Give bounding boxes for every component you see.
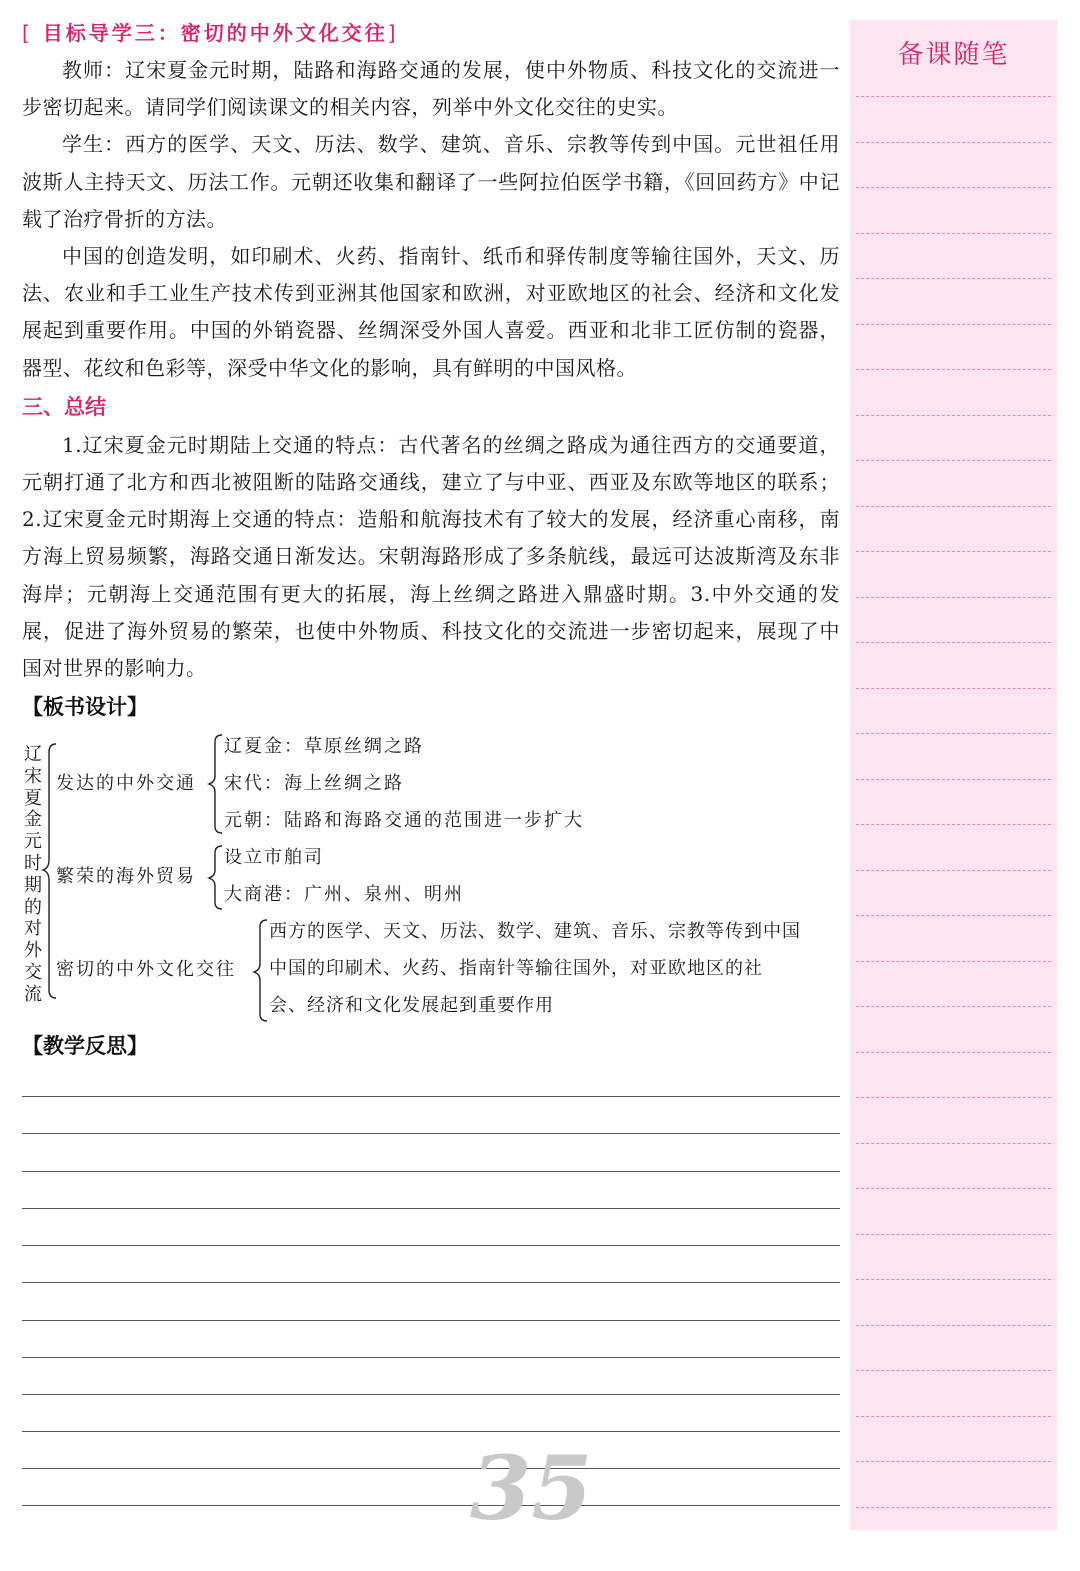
- side-note-line: [856, 324, 1051, 325]
- side-note-line: [856, 551, 1051, 552]
- paragraph-student: 学生：西方的医学、天文、历法、数学、建筑、音乐、宗教等传到中国。元世祖任用波斯人主持天文、历法工作。元朝还收集和翻译了一些阿拉伯医学书籍，《回回药方》中记载了治疗骨折的方法。: [22, 132, 840, 231]
- writing-line: [22, 1208, 840, 1209]
- side-note-line: [856, 1370, 1051, 1371]
- b1-item-2: 宋代：海上丝绸之路: [224, 773, 404, 794]
- branch2-brace: [209, 846, 222, 909]
- b1-item-3: 元朝：陆路和海路交通的范围进一步扩大: [224, 810, 584, 831]
- b1-item-1: 辽夏金：草原丝绸之路: [224, 736, 424, 757]
- summary-heading: 三、总结: [22, 394, 106, 419]
- side-note-line: [856, 96, 1051, 97]
- side-note-line: [856, 1234, 1051, 1235]
- board-design-diagram: [22, 732, 840, 1024]
- writing-line: [22, 1394, 840, 1395]
- branch1-brace: [209, 735, 222, 833]
- side-note-line: [856, 961, 1051, 962]
- side-note-line: [856, 597, 1051, 598]
- writing-line: [22, 1320, 840, 1321]
- writing-line: [22, 1096, 840, 1097]
- board-heading: 【板书设计】: [22, 695, 148, 720]
- side-note-line: [856, 506, 1051, 507]
- side-note-line: [856, 1461, 1051, 1462]
- summary-paragraph: 1.辽宋夏金元时期陆上交通的特点：古代著名的丝绸之路成为通往西方的交通要道，元朝打通了北方和西北被阻断的陆路交通线，建立了与中亚、西亚及东欧等地区的联系；2.辽宋夏金元时期海上交通的特点：造船和航海技术有了较大的发展，经济重心南移，南方海上贸易频繁，海路交通日渐发达。宋朝海路形成了多条航线，最远可达波斯湾及东非海岸；元朝海上交通范围有更大的拓展，海上丝绸之路进入鼎盛时期。3.中外交通的发展，促进了海外贸易的繁荣，也使中外物质、科技文化的交流进一步密切起来，展现了中国对世界的影响力。: [22, 432, 840, 681]
- writing-line: [22, 1357, 840, 1358]
- side-note-line: [856, 824, 1051, 825]
- target-title-text: 目标导学三：密切的中外文化交往: [42, 21, 388, 45]
- side-note-line: [856, 1325, 1051, 1326]
- b2-item-1: 设立市舶司: [224, 847, 324, 868]
- side-note-line: [856, 460, 1051, 461]
- board-root-title: 辽宋夏金元时期的对外交流: [24, 744, 42, 1005]
- side-notes-title: 备课随笔: [897, 40, 1010, 70]
- page-number: 35: [470, 1436, 593, 1540]
- side-note-line: [856, 1188, 1051, 1189]
- writing-line: [22, 1171, 840, 1172]
- writing-line: [22, 1505, 840, 1506]
- section-target-title: [ 目标导学三：密切的中外文化交往]: [22, 21, 399, 45]
- side-note-line: [856, 1507, 1051, 1508]
- side-note-line: [856, 278, 1051, 279]
- main-content: [22, 14, 840, 727]
- side-note-line: [856, 1279, 1051, 1280]
- branch1-label: 发达的中外交通: [56, 773, 196, 794]
- writing-line: [22, 1282, 840, 1283]
- side-note-line: [856, 779, 1051, 780]
- root-brace: [43, 744, 56, 998]
- side-note-line: [856, 1416, 1051, 1417]
- side-note-line: [856, 1006, 1051, 1007]
- b3-item-2: 中国的印刷术、火药、指南针等输往国外，对亚欧地区的社: [269, 958, 763, 979]
- side-note-line: [856, 688, 1051, 689]
- writing-line: [22, 1468, 840, 1469]
- writing-line: [22, 1245, 840, 1246]
- side-note-line: [856, 1143, 1051, 1144]
- side-notes-panel: [850, 20, 1057, 1530]
- branch3-brace: [254, 920, 267, 1021]
- reflection-heading: 【教学反思】: [22, 1034, 148, 1058]
- branch3-label: 密切的中外文化交往: [56, 959, 236, 980]
- side-note-line: [856, 733, 1051, 734]
- writing-line: [22, 1133, 840, 1134]
- side-note-line: [856, 369, 1051, 370]
- side-note-line: [856, 642, 1051, 643]
- side-note-line: [856, 415, 1051, 416]
- b3-item-3: 会、经济和文化发展起到重要作用: [269, 995, 554, 1016]
- paragraph-teacher: 教师：辽宋夏金元时期，陆路和海路交通的发展，使中外物质、科技文化的交流进一步密切起来。请同学们阅读课文的相关内容，列举中外文化交往的史实。: [22, 58, 840, 120]
- side-note-line: [856, 1097, 1051, 1098]
- b3-item-1: 西方的医学、天文、历法、数学、建筑、音乐、宗教等传到中国: [269, 921, 801, 942]
- writing-line: [22, 1431, 840, 1432]
- side-note-line: [856, 142, 1051, 143]
- side-note-line: [856, 187, 1051, 188]
- side-note-line: [856, 233, 1051, 234]
- side-note-line: [856, 1052, 1051, 1053]
- paragraph-china-inventions: 中国的创造发明，如印刷术、火药、指南针、纸币和驿传制度等输往国外，天文、历法、农业和手工业生产技术传到亚洲其他国家和欧洲，对亚欧地区的社会、经济和文化发展起到重要作用。中国的外销瓷器、丝绸深受外国人喜爱。西亚和北非工匠仿制的瓷器，器型、花纹和色彩等，深受中华文化的影响，具有鲜明的中国风格。: [22, 244, 840, 380]
- b2-item-2: 大商港：广州、泉州、明州: [224, 884, 464, 905]
- side-note-line: [856, 915, 1051, 916]
- branch2-label: 繁荣的海外贸易: [56, 866, 196, 887]
- side-note-line: [856, 870, 1051, 871]
